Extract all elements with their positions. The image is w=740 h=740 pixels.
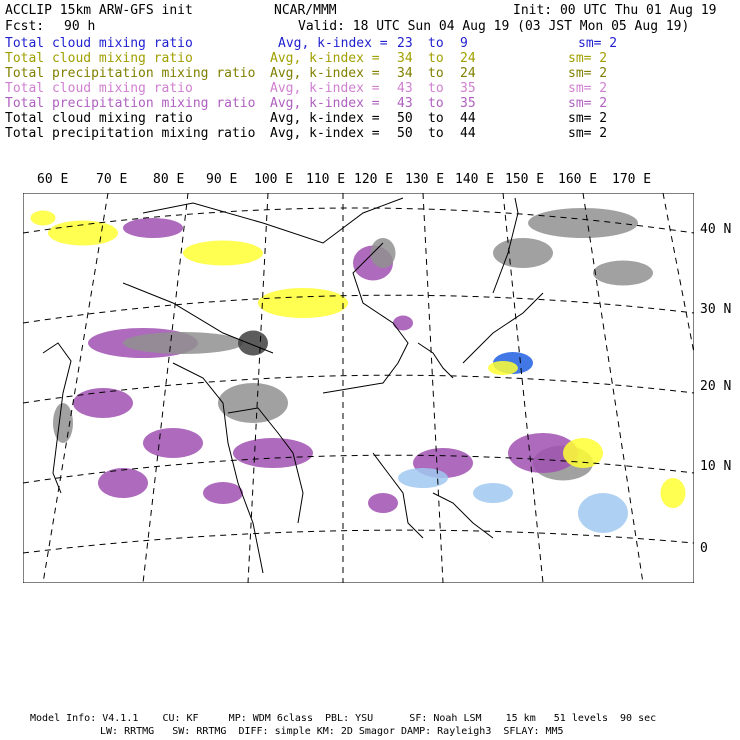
legend-k-start: 23 [397,36,413,51]
legend-to: to [428,126,444,141]
legend-k-start: 43 [397,96,413,111]
legend-to: to [428,66,444,81]
legend-to: to [428,96,444,111]
cloud-blob [473,483,513,503]
legend-smoothing: sm= 2 [568,111,608,126]
longitude-label: 100 E [254,172,294,187]
cloud-blob [123,218,183,238]
cloud-blob [371,238,396,268]
legend-field: Total cloud mixing ratio [5,111,193,126]
legend-smoothing: sm= 2 [568,81,608,96]
legend-field: Total cloud mixing ratio [5,51,193,66]
longitude-label: 120 E [354,172,394,187]
legend-k-end: 35 [460,81,476,96]
model-info: Model Info: V4.1.1 CU: KF MP: WDM 6class PBL: YSU SF: Noah LSM 15 km 51 levels 90 sec [30,713,657,724]
longitude-label: 90 E [206,172,238,187]
latitude-label: 10 N [700,459,732,474]
legend-field: Total precipitation mixing ratio [5,126,256,141]
legend-smoothing: sm= 2 [568,66,608,81]
legend-smoothing: sm= 2 [568,126,608,141]
org-label: NCAR/MMM [274,3,337,18]
cloud-blob [493,238,553,268]
legend-k-end: 24 [460,51,476,66]
legend-to: to [428,111,444,126]
init-time: Init: 00 UTC Thu 01 Aug 19 [513,3,717,18]
forecast-label: Fcst: [5,19,45,34]
cloud-blob [661,478,686,508]
legend-field: Total cloud mixing ratio [5,36,193,51]
legend-smoothing: sm= 2 [568,51,608,66]
legend-k-end: 35 [460,96,476,111]
legend-k-start: 50 [397,126,413,141]
legend-field: Total precipitation mixing ratio [5,66,256,81]
legend-k-start: 34 [397,66,413,81]
legend-k-end: 9 [460,36,468,51]
legend-to: to [428,81,444,96]
cloud-blob [368,493,398,513]
legend-avg: Avg, k-index = [270,96,380,111]
cloud-blob [393,316,413,331]
longitude-label: 80 E [153,172,185,187]
cloud-blob [488,361,518,375]
longitude-label: 150 E [505,172,545,187]
cloud-blob [593,261,653,286]
cloud-blob [123,332,243,354]
legend-field: Total precipitation mixing ratio [5,96,256,111]
latitude-label: 0 [700,541,708,556]
model-title: ACCLIP 15km ARW-GFS init [5,3,193,18]
longitude-label: 160 E [558,172,598,187]
legend-avg: Avg, k-index = [270,111,380,126]
legend-k-start: 34 [397,51,413,66]
cloud-blob [98,468,148,498]
legend-k-start: 43 [397,81,413,96]
cloud-blob [31,211,56,226]
cloud-blob [528,208,638,238]
legend-smoothing: sm= 2 [578,36,618,51]
longitude-label: 70 E [96,172,128,187]
valid-time: Valid: 18 UTC Sun 04 Aug 19 (03 JST Mon 05 Aug 19) [298,19,690,34]
cloud-blob [218,383,288,423]
cloud-blob [143,428,203,458]
longitude-label: 140 E [455,172,495,187]
cloud-blob [233,438,313,468]
legend-smoothing: sm= 2 [568,96,608,111]
legend-k-start: 50 [397,111,413,126]
legend-avg: Avg, k-index = [270,66,380,81]
legend-avg: Avg, k-index = [270,126,380,141]
longitude-label: 170 E [612,172,652,187]
physics-info: LW: RRTMG SW: RRTMG DIFF: simple KM: 2D Smagor DAMP: Rayleigh3 SFLAY: MM5 [100,726,564,737]
cloud-blob [203,482,243,504]
forecast-hours: 90 h [64,19,96,34]
legend-avg: Avg, k-index = [270,51,380,66]
latitude-label: 30 N [700,302,732,317]
latitude-label: 20 N [700,379,732,394]
longitude-label: 110 E [306,172,346,187]
legend-k-end: 44 [460,111,476,126]
legend-k-end: 44 [460,126,476,141]
legend-to: to [428,36,444,51]
map-plot [23,193,694,583]
legend-to: to [428,51,444,66]
longitude-label: 60 E [37,172,69,187]
cloud-blob [398,468,448,488]
cloud-blob [238,331,268,356]
longitude-label: 130 E [405,172,445,187]
legend-field: Total cloud mixing ratio [5,81,193,96]
legend-avg: Avg, k-index = [278,36,388,51]
legend-k-end: 24 [460,66,476,81]
cloud-blob [258,288,348,318]
latitude-label: 40 N [700,222,732,237]
cloud-blob [183,241,263,266]
cloud-blob [578,493,628,533]
legend-avg: Avg, k-index = [270,81,380,96]
